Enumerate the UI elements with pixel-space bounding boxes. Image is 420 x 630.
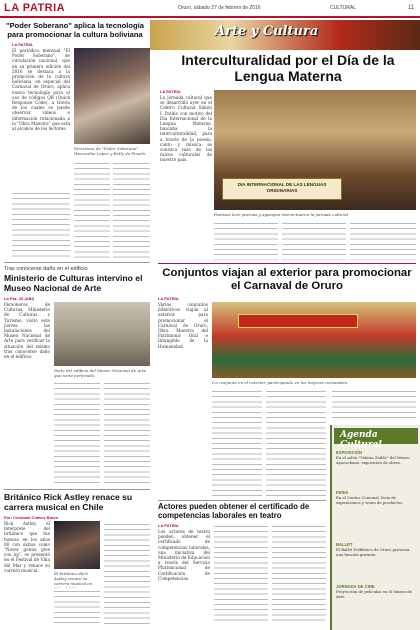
actores-body: Los actores de teatro pueden obtener el certificado de competencias laborales, una iniciativa del Ministerio de Educación a través del Servicio Plurinacional de Certificación de Competencias. bbox=[158, 529, 210, 581]
agenda-header bbox=[334, 428, 418, 450]
soberano-body-3 bbox=[113, 160, 150, 260]
astley-body: Rick Astley, el intérprete del británico que fue famoso en los años 80 con éxitos como "Never gonna give you up", se presentó en el Festival de Viña del Mar y renace su carrera musical. bbox=[4, 521, 50, 573]
intercultural-body-4 bbox=[350, 220, 416, 260]
agenda-item-title: JORNADA DE CINE bbox=[336, 584, 375, 589]
banner-title: Arte y Cultura bbox=[215, 24, 319, 39]
divider-left bbox=[4, 262, 150, 263]
carnaval-caption: Un conjunto en el exterior, participando en los mejores carnavales. bbox=[212, 380, 349, 385]
agenda-item-title: FERIA bbox=[336, 490, 349, 495]
museo-kicker: Tras conocerse daño en el edificio bbox=[4, 266, 88, 272]
intercultural-body: La jornada cultural que se desarrolló ayer en el Centro Cultural Simón I. Patiño con motivo del Día Internacional de la Lengua Materna, buscaba la interculturalidad, para a través de la poesía, canto y música se conozca más de las raíces culturales de nuestro país. bbox=[160, 95, 212, 163]
agenda-item-title: BALLET bbox=[336, 542, 353, 547]
agenda-title: Agenda Cultural bbox=[340, 430, 382, 450]
museo-body: Personeros de Culturas, Ministerio de Culturas y Turismo, visitó este jueves las instalaciones del Museo Nacional de Arte para verificar la situación del mismo tras conocerse daño en el edificio. bbox=[4, 302, 50, 360]
astley-body-2 bbox=[54, 588, 100, 625]
agenda-item-text: En el Centro Comunal, feria de exposiciones y venta de productos. bbox=[336, 495, 404, 505]
agenda-item-text: El Ballet Folklórico de Oruro presenta una función gratuita. bbox=[336, 547, 410, 557]
museo-caption: Parte del edificio del Museo Nacional de Arte que sería perforado. bbox=[54, 368, 147, 378]
divider-left-2 bbox=[4, 489, 150, 490]
museo-body-2 bbox=[54, 380, 100, 485]
actores-tag: LA PATRIA bbox=[158, 523, 179, 528]
agenda-item-text: Proyección de películas en el Museo de Arte. bbox=[336, 589, 412, 599]
page-number: 11 bbox=[408, 5, 415, 11]
museo-body-3 bbox=[104, 380, 150, 485]
soberano-caption: Directivos de "Poder Soberano", Wenceslao López y Rolly de Pinedo. bbox=[74, 146, 147, 156]
divider-actores bbox=[158, 500, 326, 501]
soberano-headline: "Poder Soberano" aplica la tecnología para promocionar la cultura boliviana bbox=[5, 21, 144, 39]
carnaval-headline: Conjuntos viajan al exterior para promocionar el Carnaval de Oruro bbox=[162, 267, 412, 292]
intercultural-body-2 bbox=[214, 220, 278, 260]
divider-carnaval bbox=[158, 263, 416, 264]
soberano-body: El periódico mensual "El Poder Soberano", de circulación nacional, que en su primera edición del 2016 se destaca a la promoción de la cultura boliviana, en especial del Carnaval de Oruro, aplica nueva tecnología para el uso de códigos QR (Quick Response Code), a través de los cuales se puede observar videos e información relacionada a la "Obra Maestra" que está al alcance de los lectores. bbox=[12, 48, 70, 132]
astley-body-3 bbox=[104, 521, 150, 625]
soberano-body-4 bbox=[12, 190, 70, 260]
actores-headline: Actores pueden obtener el certificado de competencias laborales en teatro bbox=[158, 502, 310, 520]
astley-photo bbox=[54, 521, 100, 569]
section-label: CULTURAL bbox=[330, 5, 357, 11]
intercultural-caption: Poetisas leen poemas y agasajan interactuaron la jornada cultural bbox=[214, 212, 349, 217]
actores-body-2 bbox=[214, 523, 268, 625]
carnaval-banner-sign bbox=[238, 314, 358, 328]
museo-tag: La Paz, 26 (ABI) bbox=[4, 296, 35, 301]
museo-headline: Ministerio de Culturas intervino el Museo Nacional de Arte bbox=[4, 273, 143, 293]
soberano-photo bbox=[74, 48, 150, 144]
agenda-item-text: En el salón "Valeria Zaible" del Museo Ayacuchano, exposición de obras. bbox=[336, 455, 410, 465]
carnaval-tag: LA PATRIA bbox=[158, 296, 179, 301]
intercultural-body-3 bbox=[282, 220, 346, 260]
carnaval-body: Varios conjuntos folklóricos viajan al exterior para promocionar el Carnaval de Oruro, Obra Maestra del Patrimonio Oral e Intangible de la Humanidad. bbox=[158, 302, 208, 349]
carnaval-body-3 bbox=[266, 388, 326, 498]
astley-caption: El británico Rick Astley renace su carrera musical en bbox=[54, 571, 93, 586]
carnaval-body-4 bbox=[332, 388, 416, 422]
museo-photo bbox=[54, 302, 150, 366]
dateline: Oruro, sábado 27 de febrero de 2016 bbox=[178, 5, 261, 11]
astley-headline: Británico Rick Astley renace su carrera musical en Chile bbox=[4, 492, 133, 512]
actores-body-3 bbox=[272, 523, 326, 625]
carnaval-body-2 bbox=[212, 388, 262, 498]
intercultural-tag: LA PATRIA bbox=[160, 89, 181, 94]
newspaper-logo: LA PATRIA bbox=[4, 2, 66, 14]
soberano-tag: LA PATRIA bbox=[12, 42, 33, 47]
lengua-sign-text: DIA INTERNACIONAL DE LAS LENGUAS ORIGINARIAS bbox=[237, 182, 327, 193]
astley-tag: Por: Cristóbal Chávez Bravo bbox=[4, 515, 59, 520]
agenda-item-title: EXPOSICIÓN bbox=[336, 450, 363, 455]
intercultural-headline: Interculturalidad por el Día de la Lengua Materna bbox=[181, 52, 395, 84]
soberano-body-2 bbox=[74, 160, 110, 260]
